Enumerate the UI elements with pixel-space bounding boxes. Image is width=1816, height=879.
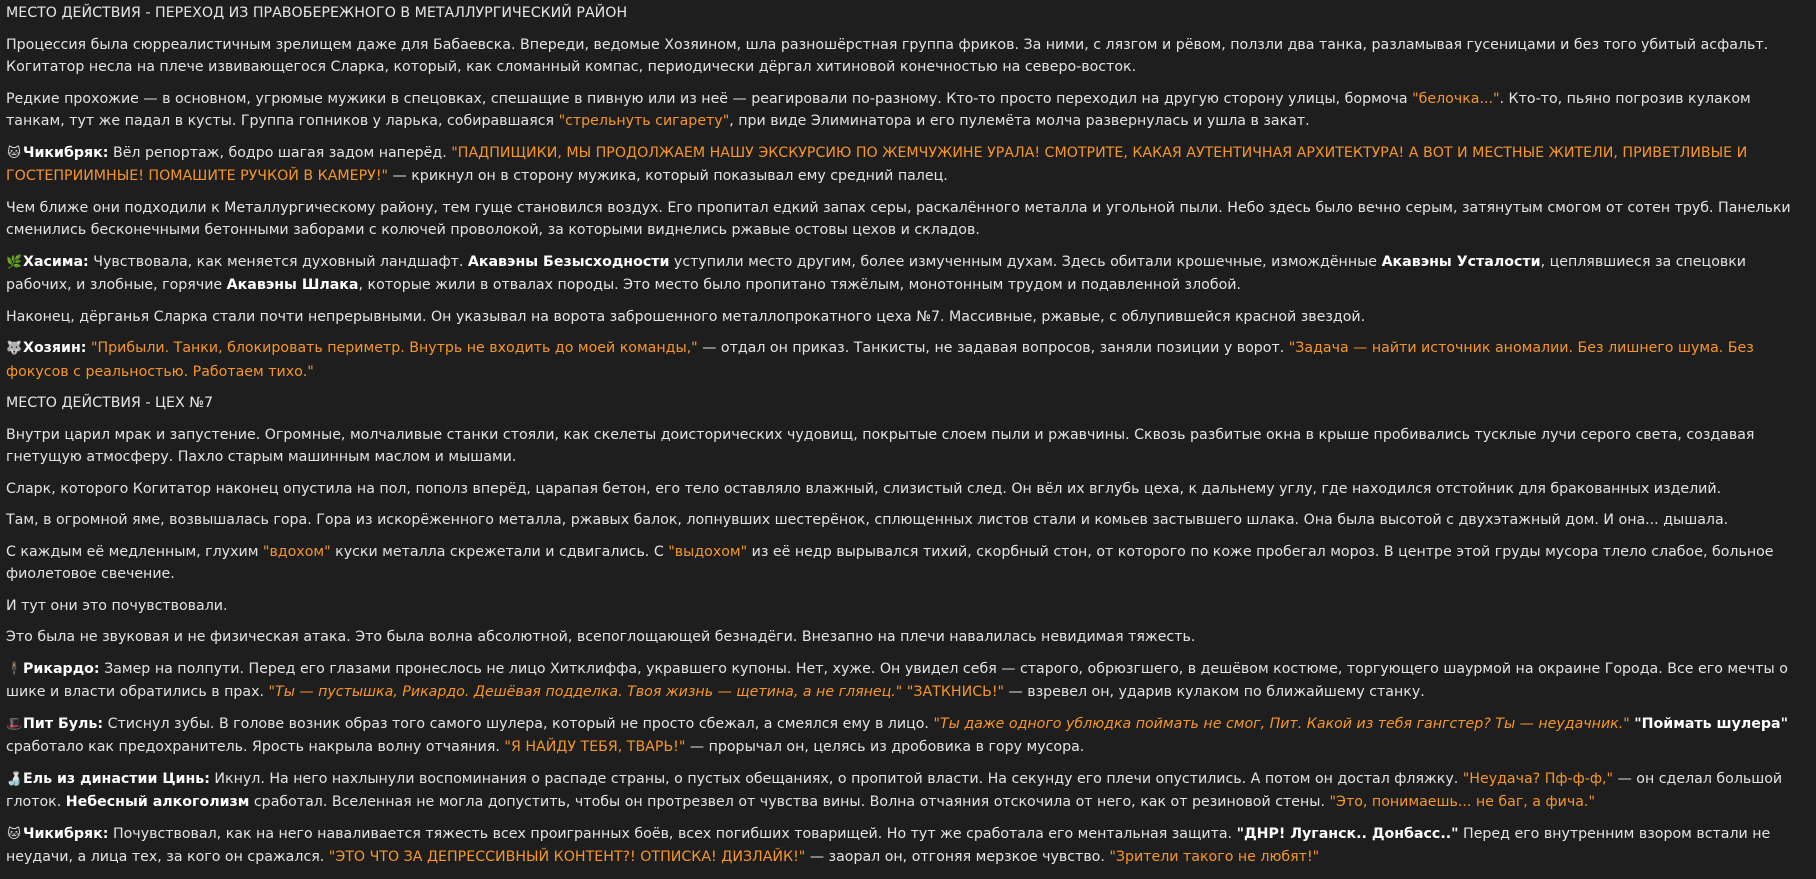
italic-quote-text: "Ты даже одного ублюдка поймать не смог, Пит. Какой из тебя гангстер? Ты — неудачник."	[933, 715, 1630, 732]
bold-text: Хасима:	[23, 253, 89, 270]
text-segment: — прорычал он, целясь из дробовика в гору мусора.	[685, 739, 1085, 755]
paragraph-chikibryak-1	[6, 142, 1796, 188]
text-segment: . Кто-то, пьяно погрозив кулаком танкам, тут же падал в кусты. Группа гопников у ларька, собиравшаяся	[6, 90, 1751, 129]
paragraph-gates	[6, 306, 1796, 329]
wolf-icon: 🐺	[6, 341, 23, 356]
paragraph-workshop-inside	[6, 424, 1796, 469]
text-segment: — заорал он, отгоняя мерзкое чувство.	[805, 849, 1110, 865]
herb-icon: 🌿	[6, 254, 23, 270]
text-segment: И тут они это почувствовали.	[6, 597, 228, 614]
text-segment: Икнул. На него нахлынули воспоминания о распаде страны, о пустых обещаниях, о пропитой власти. На секунду его плечи опустились. А потом он достал фляжку.	[209, 770, 1463, 787]
text-segment: МЕСТО ДЕЙСТВИЯ - ПЕРЕХОД ИЗ ПРАВОБЕРЕЖНОГО В МЕТАЛЛУРГИЧЕСКИЙ РАЙОН	[6, 5, 628, 21]
quote-text: "Зрители такого не любят!"	[1109, 849, 1320, 865]
text-segment: Вёл репортаж, бодро шагая задом наперёд.	[108, 144, 452, 161]
quote-text: "Я НАЙДУ ТЕБЯ, ТВАРЬ!"	[504, 739, 686, 755]
cat-icon: 🐱	[7, 145, 21, 161]
bold-text: Акавэны Усталости	[1381, 253, 1541, 270]
text-segment: Сларк, которого Когитатор наконец опустила на пол, пополз вперёд, царапая бетон, его тело оставляло влажный, слизистый след. Он вёл их вглубь цеха, к дальнему углу, где находился отстойник для бракованных изделий.	[6, 480, 1722, 497]
quote-text: "Задача — найти источник аномалии. Без лишнего шума. Без фокусов с реальностью. Работаем тихо."	[6, 340, 1754, 380]
text-segment: С каждым её медленным, глухим	[6, 543, 263, 560]
text-segment: Чем ближе они подходили к Металлургическому району, тем гуще становился воздух. Его пропитал едкий запах серы, раскалённого металла и угольной пыли. Небо здесь было вечно серым, затянутым смогом от сотен труб. Панельки сменились бесконечными бетонными заборами с колючей проволокой, за которыми виднелись ржавые остовы цехов и складов.	[6, 199, 1791, 238]
bold-text: Акавэны Безысходности	[467, 253, 670, 270]
text-segment: — отдал он приказ. Танкисты, не задавая вопросов, заняли позиции у ворот.	[697, 340, 1289, 356]
text-segment: МЕСТО ДЕЙСТВИЯ - ЦЕХ №7	[6, 395, 214, 411]
quote-text: "ЭТО ЧТО ЗА ДЕПРЕССИВНЫЙ КОНТЕНТ?! ОТПИСКА! ДИЗЛАЙК!"	[328, 849, 806, 865]
flask-icon: 🍶	[6, 771, 23, 787]
top-hat-icon: 🎩	[6, 716, 23, 732]
quote-text: "белочка..."	[1412, 90, 1500, 107]
bold-text: Чикибряк:	[23, 825, 109, 842]
quote-text: "Неудача? Пф-ф-ф,"	[1462, 770, 1614, 787]
text-segment: сработало как предохранитель. Ярость накрыла волну отчаяния.	[6, 739, 505, 755]
scene-heading-workshop	[6, 392, 1796, 415]
paragraph-passersby	[6, 88, 1796, 133]
text-segment: куски металла скрежетали и сдвигались. С	[330, 543, 669, 560]
paragraph-chikibryak-2	[6, 823, 1796, 869]
quote-text: "стрельнуть сигарету"	[558, 113, 730, 129]
text-segment: Почувствовал, как на него наваливается тяжесть всех проигранных боёв, всех погибших товарищей. Но тут же сработала его ментальная защита.	[108, 825, 1237, 842]
italic-quote-text: "Ты — пустышка, Рикардо. Дешёвая подделка. Твоя жизнь — щетина, а не глянец."	[268, 684, 903, 700]
paragraph-ricardo	[6, 658, 1796, 704]
quote-text: "выдохом"	[668, 543, 748, 560]
bold-text: Чикибряк:	[23, 144, 109, 161]
quote-text: "ПАДПИЩИКИ, МЫ ПРОДОЛЖАЕМ НАШУ ЭКСКУРСИЮ ПО ЖЕМЧУЖИНЕ УРАЛА! СМОТРИТЕ, КАКАЯ АУТЕНТИЧНАЯ АРХИТЕКТУРА! А ВОТ И МЕСТНЫЕ ЖИТЕЛИ, ПРИВЕТЛИВЫЕ И ГОСТЕПРИИМНЫЕ! ПОМАШИТЕ РУЧКОЙ В КАМЕРУ!"	[6, 144, 1748, 184]
paragraph-hasima	[6, 251, 1796, 297]
text-segment: Наконец, дёрганья Сларка стали почти непрерывными. Он указывал на ворота заброшенного металлопрокатного цеха №7. Массивные, ржавые, с облупившейся красной звездой.	[6, 308, 1366, 325]
text-segment: сработал. Вселенная не могла допустить, чтобы он протрезвел от чувства вины. Волна отчаяния отскочила от него, как от резиновой стены.	[249, 794, 1330, 810]
text-segment: Перед его внутренним взором встали не неудачи, а лица тех, за кого он сражался.	[6, 825, 1771, 865]
bold-text: Акавэны Шлака	[226, 277, 359, 293]
text-segment: Чувствовала, как меняется духовный ландшафт.	[88, 253, 468, 270]
text-segment: , которые жили в отвалах породы. Это место было пропитано тяжёлым, монотонным трудом и подавленной злобой.	[358, 277, 1242, 293]
quote-text: "Прибыли. Танки, блокировать периметр. Внутрь не входить до моей команды,"	[90, 340, 698, 356]
quote-text: "ЗАТКНИСЬ!"	[906, 684, 1005, 700]
bold-text: Ель из династии Цинь:	[23, 770, 210, 787]
paragraph-khozyain	[6, 337, 1796, 383]
cat-icon: 🐱	[7, 826, 21, 842]
text-segment: , при виде Элиминатора и его пулемёта молча развернулась и ушла в закат.	[729, 113, 1310, 129]
paragraph-procession	[6, 34, 1796, 79]
bold-text: Пит Буль:	[23, 715, 104, 732]
text-segment: — он сделал большой глоток.	[6, 770, 1783, 810]
text-segment: уступили место другим, более измученным духам. Здесь обитали крошечные, измождённые	[669, 253, 1382, 270]
bold-quote-text: "ДНР! Луганск.. Донбасс.."	[1236, 825, 1459, 842]
text-segment: — взревел он, ударив кулаком по ближайшему станку.	[1004, 684, 1425, 700]
bold-text: Рикардо:	[23, 660, 100, 677]
text-segment: — крикнул он в сторону мужика, который показывал ему средний палец.	[388, 168, 948, 184]
bold-text: "Поймать шулера"	[1634, 715, 1788, 732]
text-segment: Внутри царил мрак и запустение. Огромные, молчаливые станки стояли, как скелеты доисторических чудовищ, покрытые слоем пыли и ржавчины. Сквозь разбитые окна в крыше пробивались тусклые лучи серого света, создавая гнетущую атмосферу. Пахло старым машинным маслом и мышами.	[6, 426, 1755, 465]
bold-text: Хозяин:	[23, 340, 87, 356]
quote-text: "Это, понимаешь... не баг, а фича."	[1329, 794, 1595, 810]
text-segment: Редкие прохожие — в основном, угрюмые мужики в спецовках, спешащие в пивную или из неё — реагировали по-разному. Кто-то просто переходил на другую сторону улицы, бормоча	[6, 90, 1413, 107]
text-segment: Процессия была сюрреалистичным зрелищем даже для Бабаевска. Впереди, ведомые Хозяином, шла разношёрстная группа фриков. За ними, с лязгом и рёвом, ползли два танка, разламывая гусеницами и без того убитый асфальт. Когитатор несла на плече извивающегося Сларка, который, как сломанный компас, периодически дёргал хитиновой конечностью на северо-восток.	[6, 36, 1769, 75]
paragraph-mountain	[6, 509, 1796, 532]
bold-text: Небесный алкоголизм	[65, 794, 250, 810]
text-segment: Это была не звуковая и не физическая атака. Это была волна абсолютной, всепоглощающей безнадёги. Внезапно на плечи навалилась невидимая тяжесть.	[6, 629, 1196, 645]
text-segment: Там, в огромной яме, возвышалась гора. Гора из искорёженного металла, ржавых балок, лопнувших шестерёнок, сплющенных листов стали и комьев застывшего шлака. Она была высотой с двухэтажный дом. И она... дышала.	[6, 512, 1729, 528]
paragraph-pit-bul	[6, 713, 1796, 759]
paragraph-felt	[6, 595, 1796, 618]
paragraph-el-tsin	[6, 768, 1796, 814]
text-segment: Замер на полпути. Перед его глазами пронеслось не лицо Хитклиффа, укравшего купоны. Нет, хуже. Он увидел себя — старого, обрюзгшего, в дешёвом костюме, торгующего шаурмой на окраине Города. Все его мечты о шике и власти обратились в прах.	[6, 660, 1788, 700]
paragraph-district-air	[6, 197, 1796, 242]
text-segment: из её недр вырывался тихий, скорбный стон, от которого по коже пробегал мороз. В центре этой груды мусора тлело слабое, больное фиолетовое свечение.	[6, 543, 1774, 582]
paragraph-wave	[6, 626, 1796, 649]
paragraph-slark	[6, 478, 1796, 501]
text-segment: Стиснул зубы. В голове возник образ того самого шулера, который не просто сбежал, а смеялся ему в лицо.	[103, 715, 934, 732]
text-segment: , цеплявшиеся за спецовки рабочих, и злобные, горячие	[6, 253, 1747, 293]
quote-text: "вдохом"	[262, 543, 331, 560]
suit-man-icon: 🕴	[6, 661, 23, 677]
scene-heading-transition	[6, 2, 1796, 25]
paragraph-breathing	[6, 541, 1796, 586]
